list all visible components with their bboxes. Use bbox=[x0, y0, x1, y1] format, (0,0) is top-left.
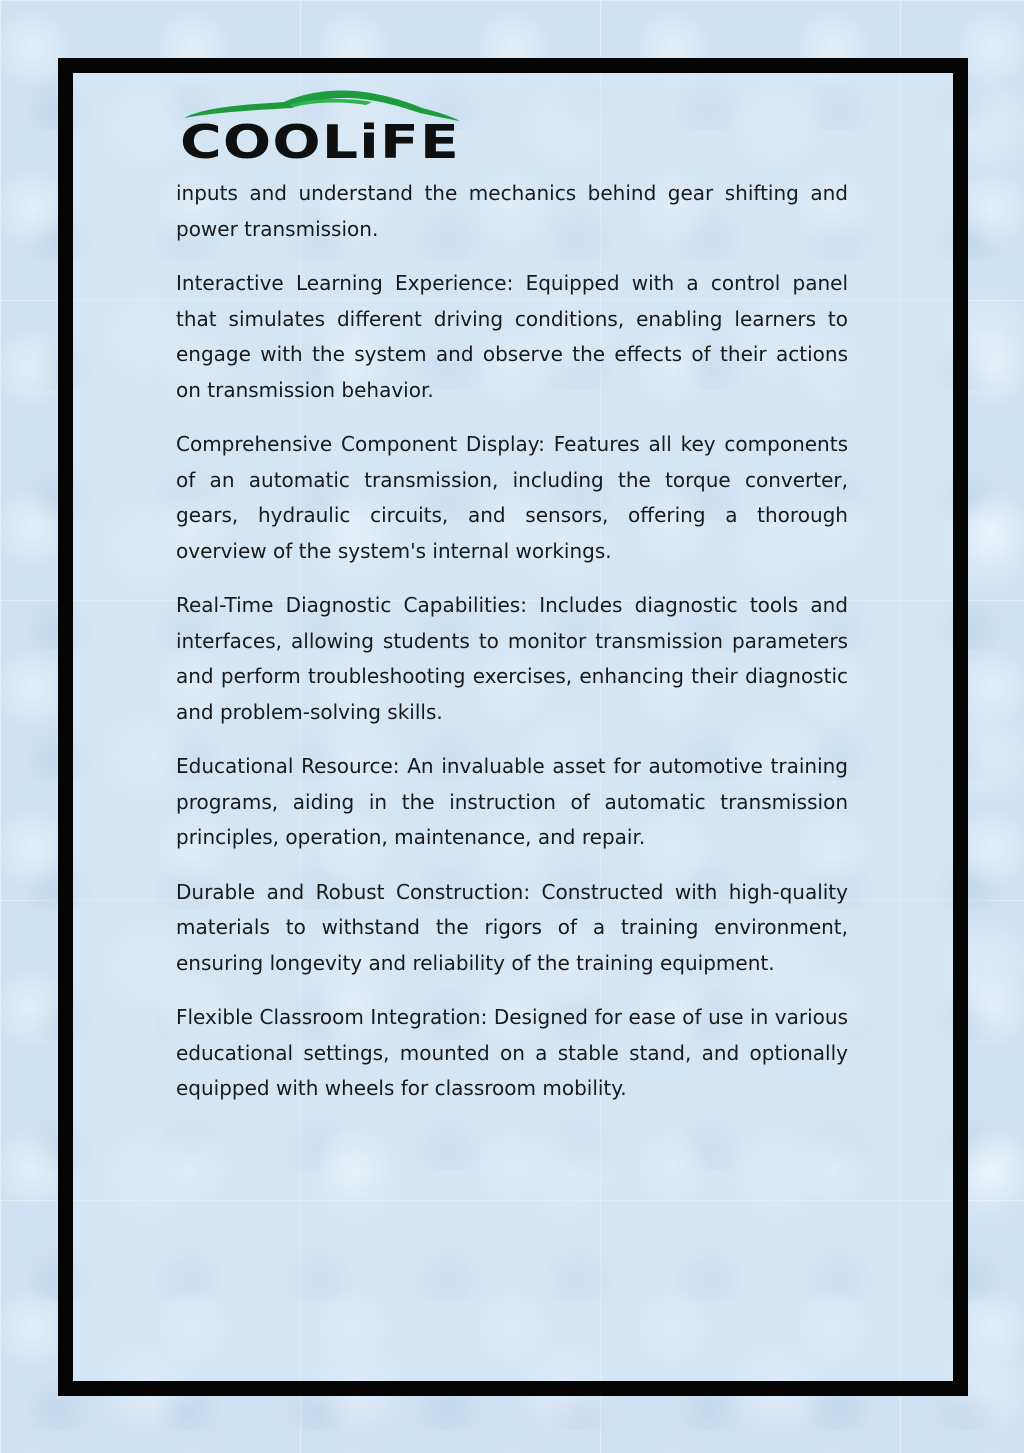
paragraph-continuation: inputs and understand the mechanics behind gear shifting and power transmission. bbox=[176, 181, 848, 241]
paragraph-educational-resource: Educational Resource: An invaluable asset for automotive training programs, aiding in the instruction of automatic transmission principles, operation, maintenance, and repair. bbox=[176, 754, 848, 849]
paragraph-component-display: Comprehensive Component Display: Features all key components of an automatic transmission, including the torque converter, gears, hydraulic circuits, and sensors, offering a thorough overview of the system's internal workings. bbox=[176, 432, 848, 563]
feature-list bbox=[176, 176, 848, 1126]
paragraph-classroom-integration: Flexible Classroom Integration: Designed for ease of use in various educational settings, mounted on a stable stand, and optionally equipped with wheels for classroom mobility. bbox=[176, 1005, 848, 1100]
logo-text: COOLiFE bbox=[180, 115, 460, 162]
paragraph-diagnostic-capabilities: Real-Time Diagnostic Capabilities: Includes diagnostic tools and interfaces, allowing students to monitor transmission parameters and perform troubleshooting exercises, enhancing their diagnostic and problem-solving skills. bbox=[176, 593, 848, 724]
paragraph-interactive-learning: Interactive Learning Experience: Equipped with a control panel that simulates different driving conditions, enabling learners to engage with the system and observe the effects of their actions on transmission behavior. bbox=[176, 271, 848, 402]
paragraph-durable-construction: Durable and Robust Construction: Constructed with high-quality materials to withstand the rigors of a training environment, ensuring longevity and reliability of the training equipment. bbox=[176, 879, 848, 975]
car-silhouette-icon bbox=[176, 88, 466, 162]
coolife-logo bbox=[176, 88, 466, 162]
